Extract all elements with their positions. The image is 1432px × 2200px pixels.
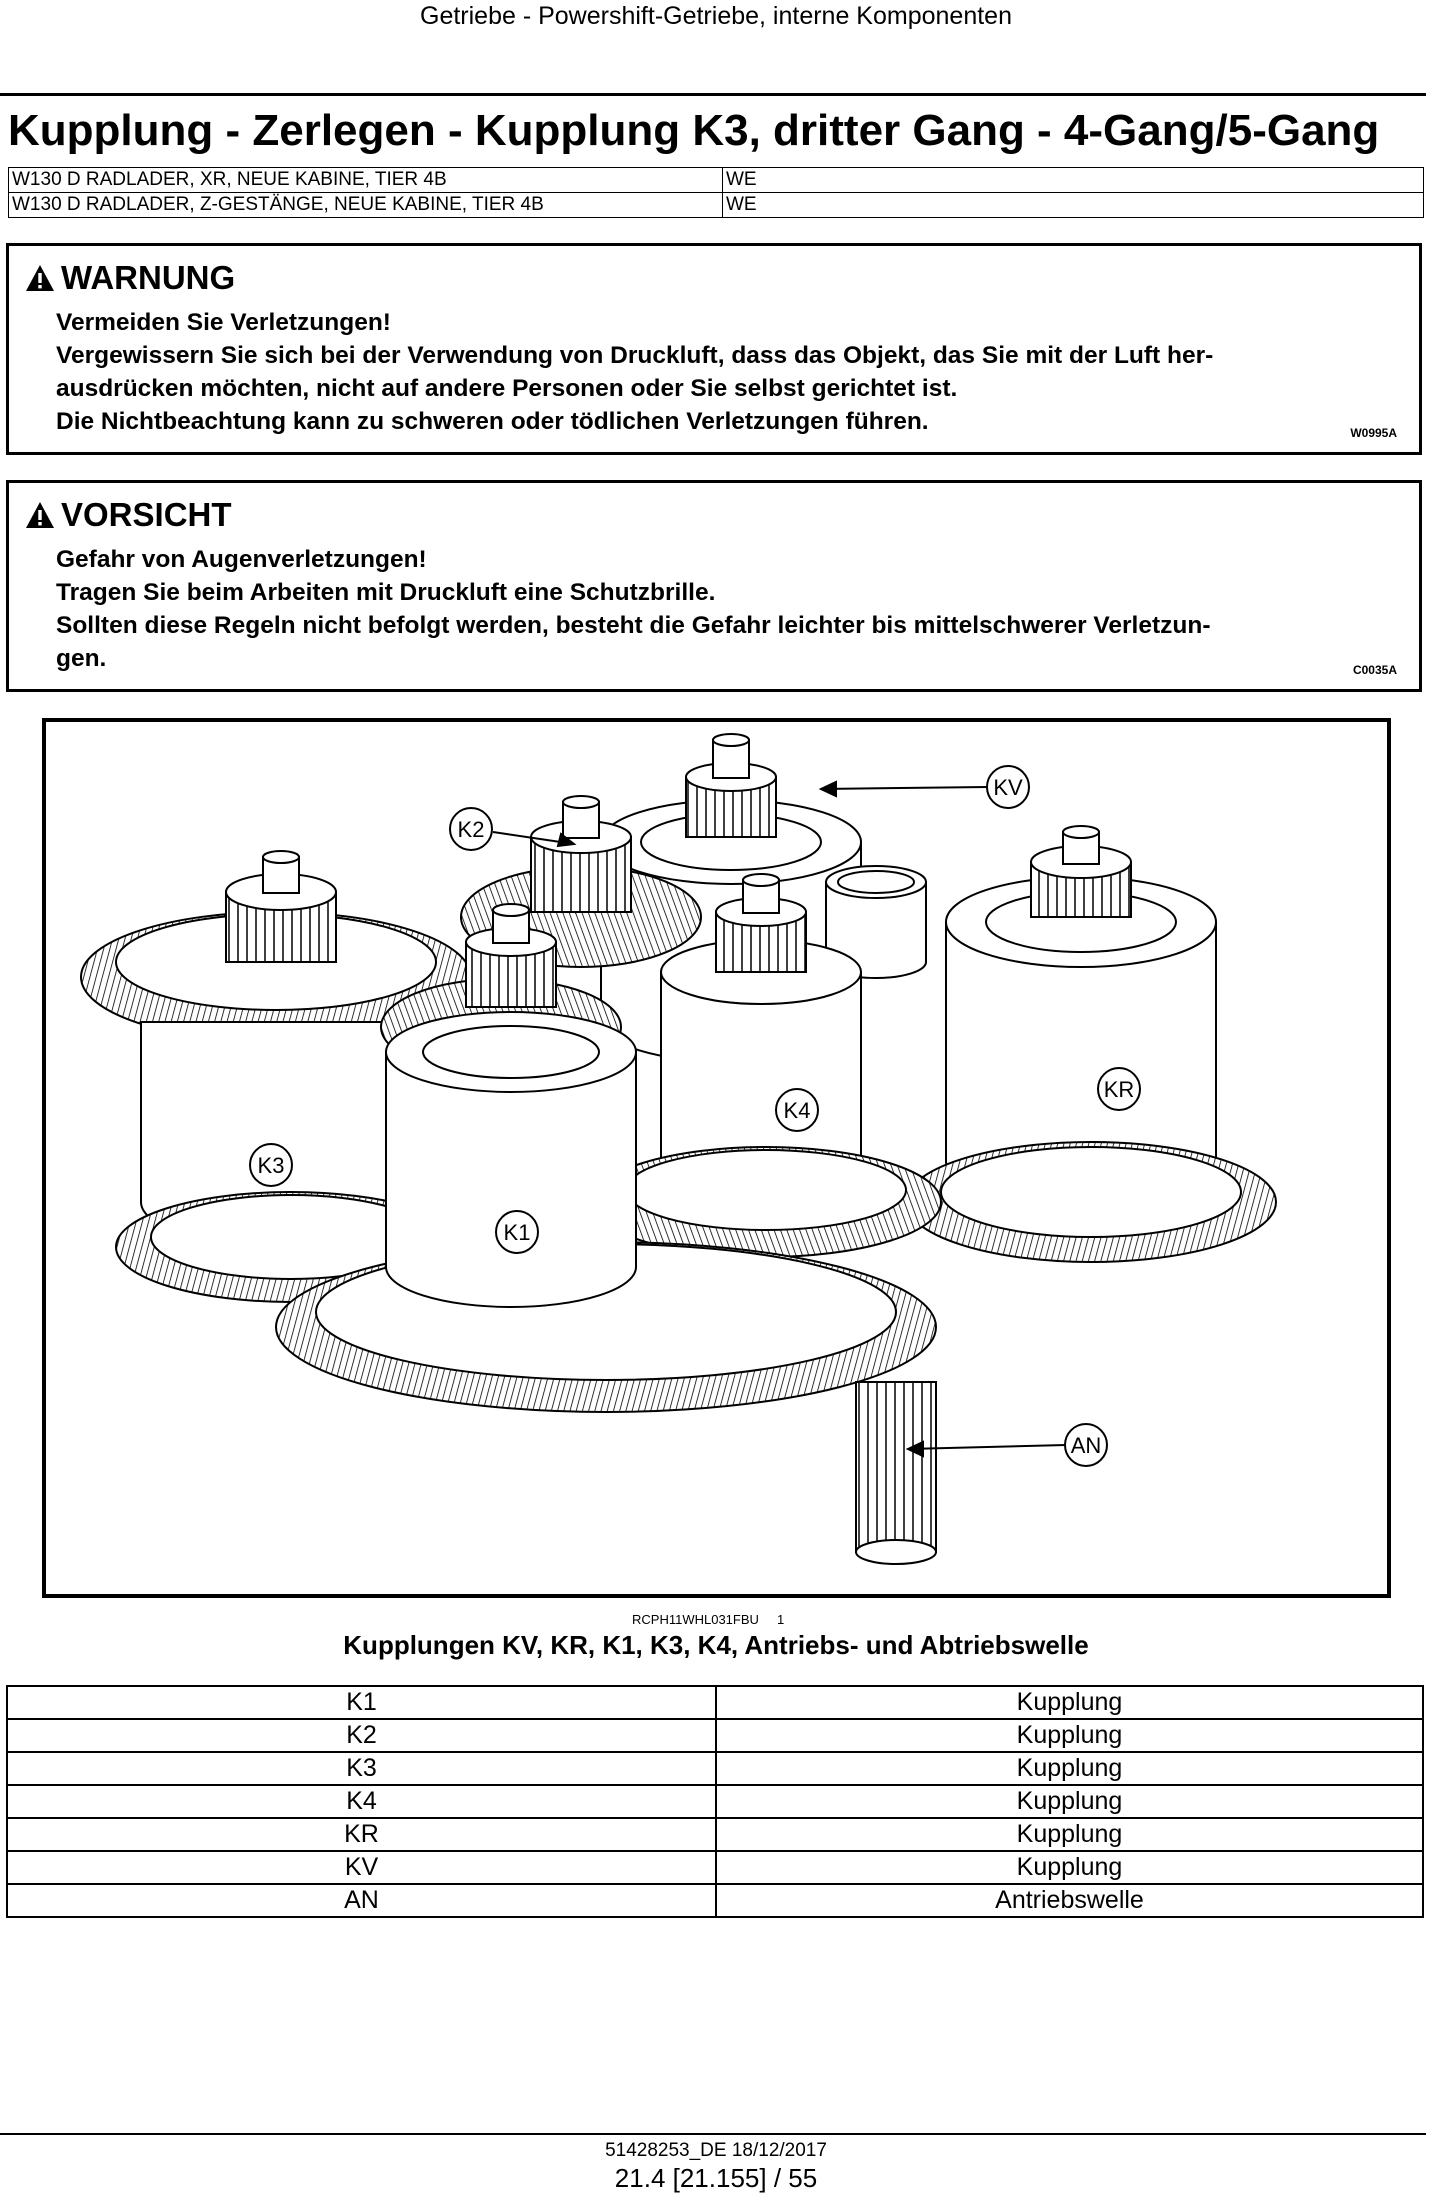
- callout-k1-label: K1: [503, 1220, 531, 1245]
- caution-heading: [25, 493, 232, 537]
- warning-line: Vermeiden Sie Verletzungen!: [56, 309, 391, 336]
- caution-line: Tragen Sie beim Arbeiten mit Druckluft eine Schutzbrille.: [56, 579, 716, 606]
- legend-value: Kupplung: [716, 1785, 1423, 1818]
- region-cell: WE: [723, 168, 1424, 193]
- table-row: [7, 1686, 1423, 1719]
- legend-value: Kupplung: [716, 1719, 1423, 1752]
- legend-key: K3: [7, 1752, 716, 1785]
- table-row: [9, 193, 1424, 218]
- model-cell: W130 D RADLADER, Z-GESTÄNGE, NEUE KABINE, TIER 4B: [9, 193, 723, 218]
- gearbox-illustration: [46, 722, 1387, 1594]
- legend-table: [6, 1685, 1424, 1918]
- legend-key: KV: [7, 1851, 716, 1884]
- figure-caption: Kupplungen KV, KR, K1, K3, K4, Antriebs- und Abtriebswelle: [343, 1630, 1089, 1660]
- table-row: [7, 1884, 1423, 1917]
- page-title: Kupplung - Zerlegen - Kupplung K3, dritter Gang - 4-Gang/5-Gang: [8, 106, 1380, 155]
- warning-line: Die Nichtbeachtung kann zu schweren oder tödlichen Verletzungen führen.: [56, 408, 929, 435]
- table-row: [7, 1785, 1423, 1818]
- title-rule: [0, 93, 1426, 96]
- callout-kr-label: KR: [1103, 1077, 1135, 1102]
- warning-line: Vergewissern Sie sich bei der Verwendung von Druckluft, dass das Objekt, das Sie mit der Luft her-: [56, 342, 1214, 369]
- table-row: [7, 1719, 1423, 1752]
- legend-key: KR: [7, 1818, 716, 1851]
- warning-text: [56, 306, 1396, 438]
- legend-value: Kupplung: [716, 1818, 1423, 1851]
- legend-key: K4: [7, 1785, 716, 1818]
- warning-box: [6, 243, 1422, 455]
- footer-document-id: 51428253_DE 18/12/2017: [605, 2140, 827, 2161]
- legend-key: K1: [7, 1686, 716, 1719]
- caution-line: Gefahr von Augenverletzungen!: [56, 546, 427, 573]
- callout-k2-label: K2: [457, 817, 485, 842]
- callout-k3-label: K3: [257, 1153, 285, 1178]
- legend-key: K2: [7, 1719, 716, 1752]
- model-applicability-table: [8, 167, 1424, 218]
- legend-value: Kupplung: [716, 1851, 1423, 1884]
- table-row: [7, 1752, 1423, 1785]
- warning-line: ausdrücken möchten, nicht auf andere Personen oder Sie selbst gerichtet ist.: [56, 375, 958, 402]
- region-cell: WE: [723, 193, 1424, 218]
- caution-text: [56, 543, 1396, 675]
- caution-code: C0035A: [1352, 663, 1397, 677]
- model-cell: W130 D RADLADER, XR, NEUE KABINE, TIER 4B: [9, 168, 723, 193]
- running-header: Getriebe - Powershift-Getriebe, interne Komponenten: [420, 2, 1012, 30]
- callout-an-label: AN: [1070, 1433, 1102, 1458]
- figure-frame: [42, 718, 1391, 1598]
- legend-value: Kupplung: [716, 1686, 1423, 1719]
- warning-heading-text: WARNUNG: [61, 259, 236, 296]
- legend-key: AN: [7, 1884, 716, 1917]
- table-row: [7, 1818, 1423, 1851]
- callout-k4-label: K4: [783, 1098, 811, 1123]
- warning-heading: [25, 256, 235, 300]
- caution-heading-text: VORSICHT: [61, 496, 232, 533]
- legend-value: Antriebswelle: [716, 1884, 1423, 1917]
- caution-line: gen.: [56, 645, 107, 672]
- table-row: [7, 1851, 1423, 1884]
- caution-box: [6, 480, 1422, 692]
- figure-reference: RCPH11WHL031FBU 1: [632, 1612, 785, 1627]
- caution-triangle-icon: [25, 501, 55, 529]
- footer-rule: [0, 2133, 1426, 2135]
- footer-page-number: 21.4 [21.155] / 55: [614, 2163, 818, 2193]
- table-row: [9, 168, 1424, 193]
- caution-line: Sollten diese Regeln nicht befolgt werden, besteht die Gefahr leichter bis mittelschwerer Verletzun-: [56, 612, 1211, 639]
- warning-code: W0995A: [1350, 426, 1397, 440]
- warning-triangle-icon: [25, 264, 55, 292]
- callout-kv-label: KV: [993, 775, 1023, 800]
- legend-value: Kupplung: [716, 1752, 1423, 1785]
